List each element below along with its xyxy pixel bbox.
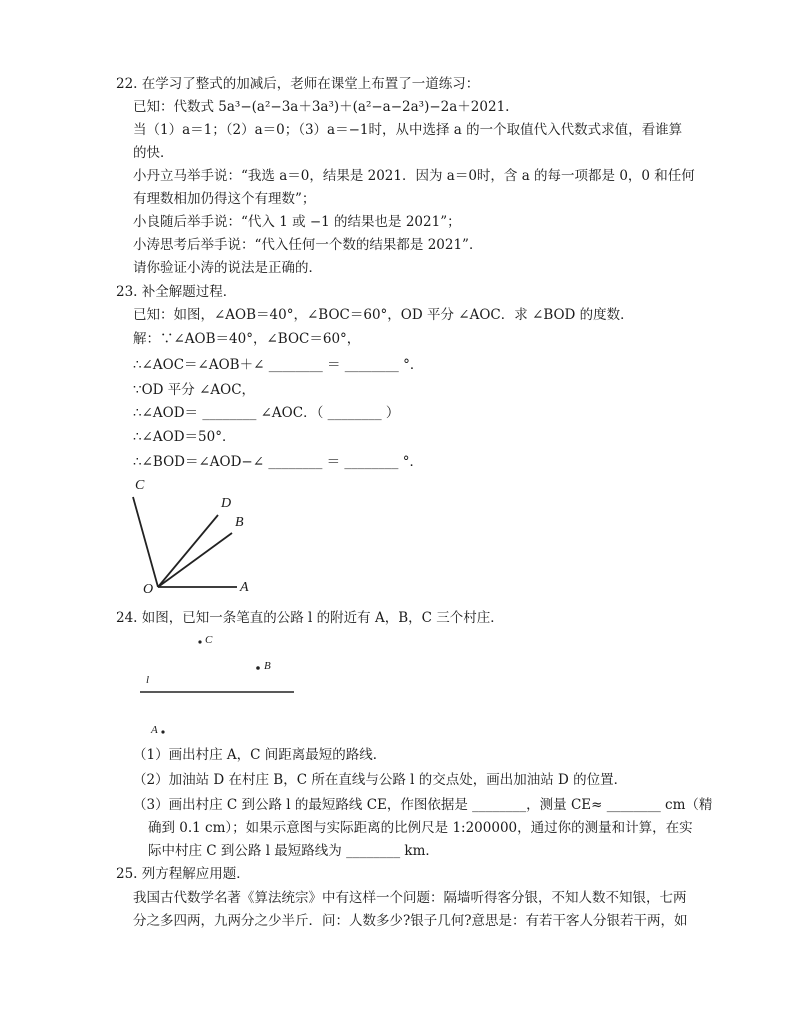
village-a-dot xyxy=(161,730,164,733)
label-d: D xyxy=(221,496,232,511)
q24-part-2: （2）加油站 D 在村庄 B，C 所在直线与公路 l 的交点处，画出加油站 D 的位置． xyxy=(133,772,628,788)
q23-solution-1: 解：∵∠AOB＝40°，∠BOC＝60°， xyxy=(133,331,361,347)
q24-part-3-cont: 确到 0.1 cm）；如果示意图与实际距离的比例尺是 1:200000，通过你的测量和计算，在实 xyxy=(148,820,693,836)
q23-solution-5: ∴∠AOD＝50°． xyxy=(133,429,236,445)
q25-text-1: 我国古代数学名著《算法统宗》中有这样一个问题：隔墙听得客分银，不知人数不知银，七两 xyxy=(133,890,687,906)
q25-text-2: 分之多四两，九两分之少半斤．问：人数多少?银子几何?意思是：有若干客人分银若干两，如 xyxy=(133,913,688,929)
q24-stem: 24. 如图，已知一条笔直的公路 l 的附近有 A，B，C 三个村庄． xyxy=(116,610,504,626)
q23-solution-4: ∴∠AOD＝ ________ ∠AOC．（ ________ ） xyxy=(133,405,400,421)
q23-solution-3: ∵OD 平分 ∠AOC， xyxy=(133,382,256,398)
q23-solution-2: ∴∠AOC＝∠AOB＋∠ ________ ＝ ________ °． xyxy=(133,357,424,373)
label-b: B xyxy=(235,515,244,530)
q23-solution-6: ∴∠BOD＝∠AOD−∠ ________ ＝ ________ °． xyxy=(133,454,423,470)
q24-part-3-cont2: 际中村庄 C 到公路 l 最短路线为 ________ km． xyxy=(148,843,439,859)
q22-condition-cont: 的快． xyxy=(133,145,174,161)
q25-stem: 25. 列方程解应用题． xyxy=(116,866,250,882)
village-c-dot xyxy=(198,640,201,643)
village-b-dot xyxy=(256,666,260,670)
label-o: O xyxy=(143,582,154,597)
q22-xiaodan: 小丹立马举手说：“我选 a＝0，结果是 2021．因为 a＝0时，含 a 的每一项都是 0，0 和任何 xyxy=(133,168,695,184)
q24-part-3: （3）画出村庄 C 到公路 l 的最短路线 CE，作图依据是 ________，测量 CE≈ ________ cm（精 xyxy=(133,797,713,813)
label-village-c: C xyxy=(205,634,213,646)
label-c: C xyxy=(135,478,145,493)
label-road-l: l xyxy=(146,674,150,686)
q22-condition: 当（1）a＝1；（2）a＝0；（3）a＝−1时，从中选择 a 的一个取值代入代数式求值，看谁算 xyxy=(133,122,683,138)
q22-expression: 已知：代数式 5a³−(a²−3a＋3a³)＋(a²−a−2a³)−2a＋2021. xyxy=(133,99,510,115)
q22-xiaoliang: 小良随后举手说：“代入 1 或 −1 的结果也是 2021”； xyxy=(133,214,461,230)
label-village-b: B xyxy=(264,660,271,672)
q22-xiaodan-cont: 有理数相加仍得这个有理数”； xyxy=(133,191,316,207)
q23-stem: 23. 补全解题过程． xyxy=(116,284,237,300)
q24-part-1: （1）画出村庄 A，C 间距离最短的路线． xyxy=(133,747,387,763)
q22-stem: 22. 在学习了整式的加减后，老师在课堂上布置了一道练习： xyxy=(116,76,480,92)
label-a: A xyxy=(240,580,249,595)
q23-given: 已知：如图，∠AOB＝40°，∠BOC＝60°，OD 平分 ∠AOC．求 ∠BOD 的度数． xyxy=(133,307,634,323)
label-village-a: A xyxy=(151,724,158,736)
q22-xiaotao: 小涛思考后举手说：“代入任何一个数的结果都是 2021”． xyxy=(133,237,483,253)
q22-task: 请你验证小涛的说法是正确的． xyxy=(133,260,322,276)
